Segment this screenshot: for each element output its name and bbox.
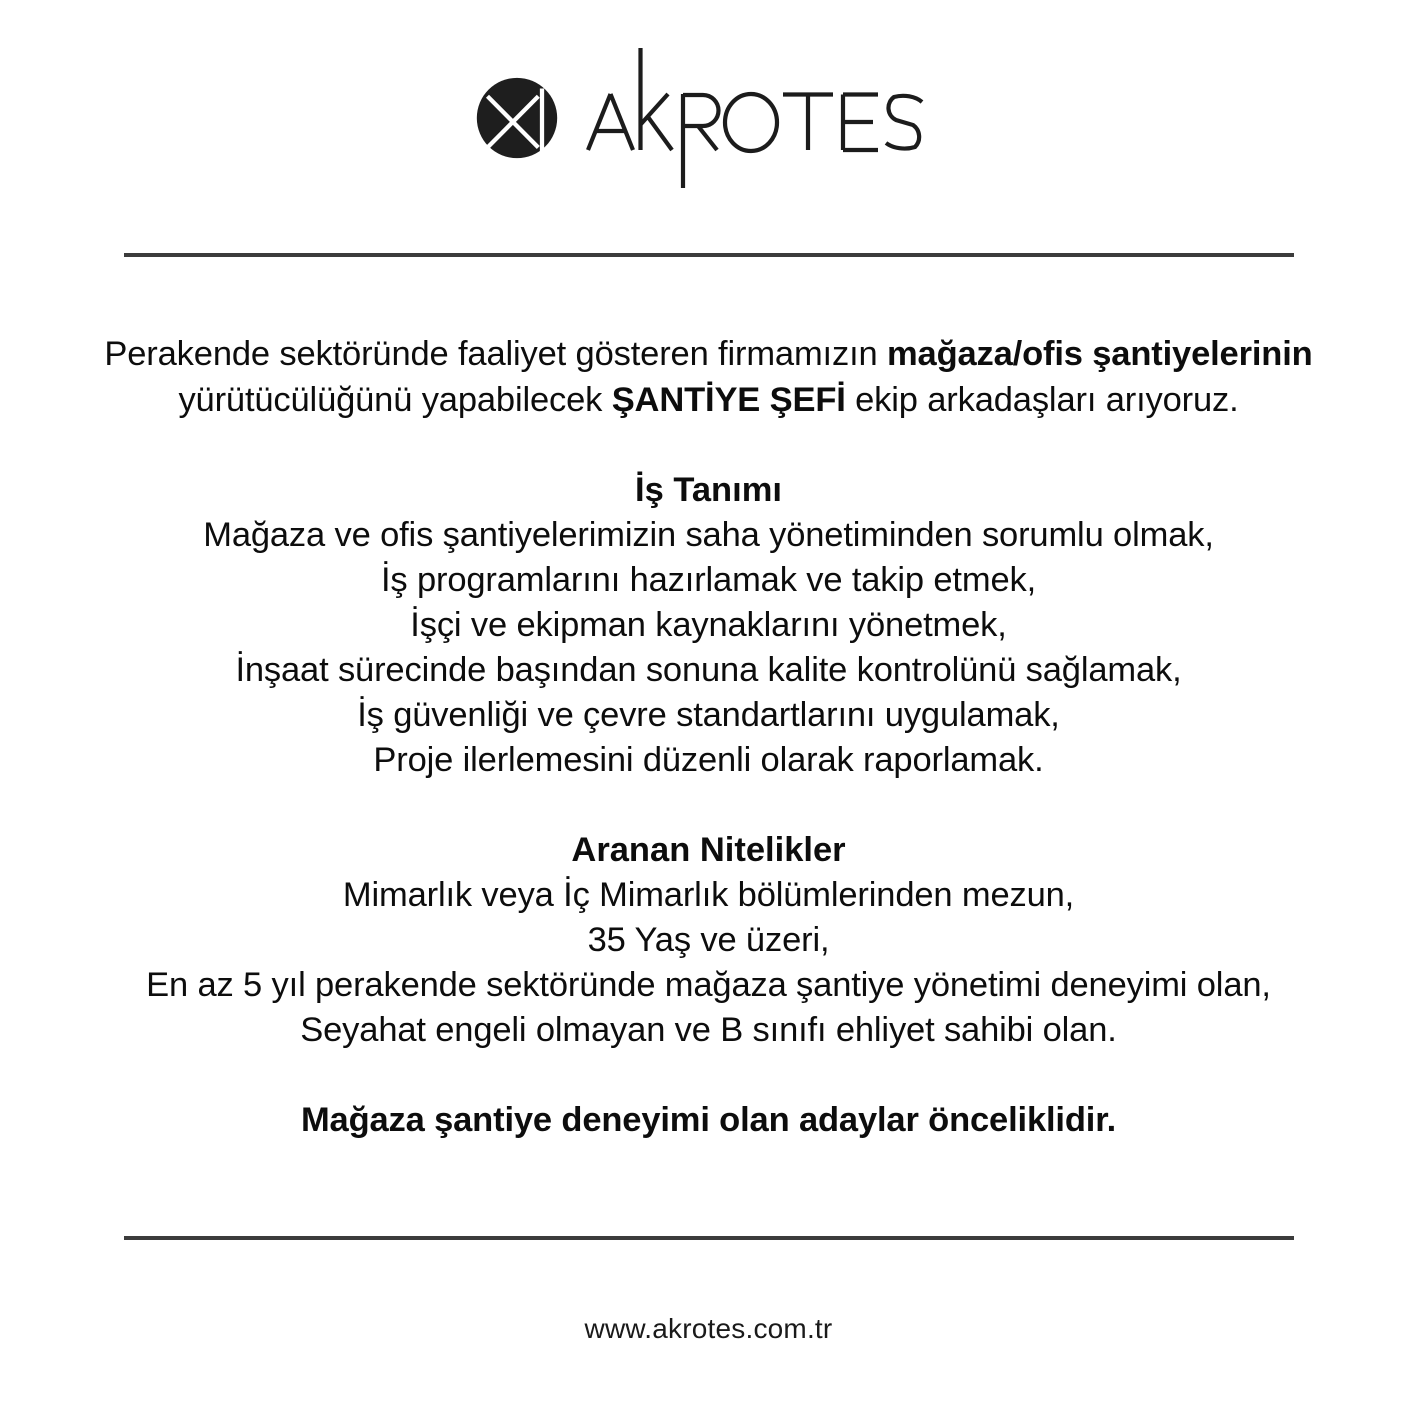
- akrotes-circle-x-icon: [476, 77, 558, 159]
- qualifications-heading: Aranan Nitelikler: [571, 831, 846, 869]
- qualification-item: Mimarlık veya İç Mimarlık bölümlerinden mezun,: [342, 876, 1075, 914]
- intro-line-1: [64, 331, 1354, 377]
- intro-paragraph: [64, 331, 1354, 423]
- intro-line-2-emphasis: ŞANTİYE ŞEFİ: [611, 381, 846, 419]
- qualification-item: Seyahat engeli olmayan ve B sınıfı ehliyet sahibi olan.: [300, 1011, 1117, 1049]
- job-description-item: İşçi ve ekipman kaynaklarını yönetmek,: [410, 606, 1007, 644]
- intro-line-2: [64, 377, 1354, 423]
- job-description-heading: İş Tanımı: [635, 471, 782, 509]
- closing-note-section: [64, 1098, 1354, 1143]
- job-description-item: Proje ilerlemesini düzenli olarak raporlamak.: [373, 741, 1044, 779]
- footer: [0, 1240, 1417, 1417]
- posting-content: [0, 257, 1417, 1236]
- intro-line-2-text-lead: yürütücülüğünü yapabilecek: [178, 381, 612, 419]
- qualification-item: 35 Yaş ve üzeri,: [587, 921, 830, 959]
- akrotes-wordmark: [584, 48, 929, 188]
- qualifications-section: [64, 828, 1354, 1053]
- job-description-item: İnşaat sürecinde başından sonuna kalite kontrolünü sağlamak,: [235, 651, 1182, 689]
- header: [0, 0, 1417, 253]
- job-description-section: [64, 468, 1354, 783]
- job-description-item: İş programlarını hazırlamak ve takip etmek,: [380, 561, 1037, 599]
- job-description-item: İş güvenliği ve çevre standartlarını uygulamak,: [357, 696, 1060, 734]
- closing-note: Mağaza şantiye deneyimi olan adaylar önceliklidir.: [300, 1101, 1117, 1139]
- website-url[interactable]: www.akrotes.com.tr: [584, 1312, 833, 1344]
- job-description-item: Mağaza ve ofis şantiyelerimizin saha yönetiminden sorumlu olmak,: [203, 516, 1214, 554]
- intro-line-1-emphasis: mağaza/ofis şantiyelerinin: [887, 335, 1313, 373]
- intro-line-2-text-tail: ekip arkadaşları arıyoruz.: [845, 381, 1239, 419]
- qualification-item: En az 5 yıl perakende sektöründe mağaza şantiye yönetimi deneyimi olan,: [146, 966, 1271, 1004]
- intro-line-1-text: Perakende sektöründe faaliyet gösteren firmamızın: [104, 335, 887, 373]
- brand-lockup: [476, 48, 929, 188]
